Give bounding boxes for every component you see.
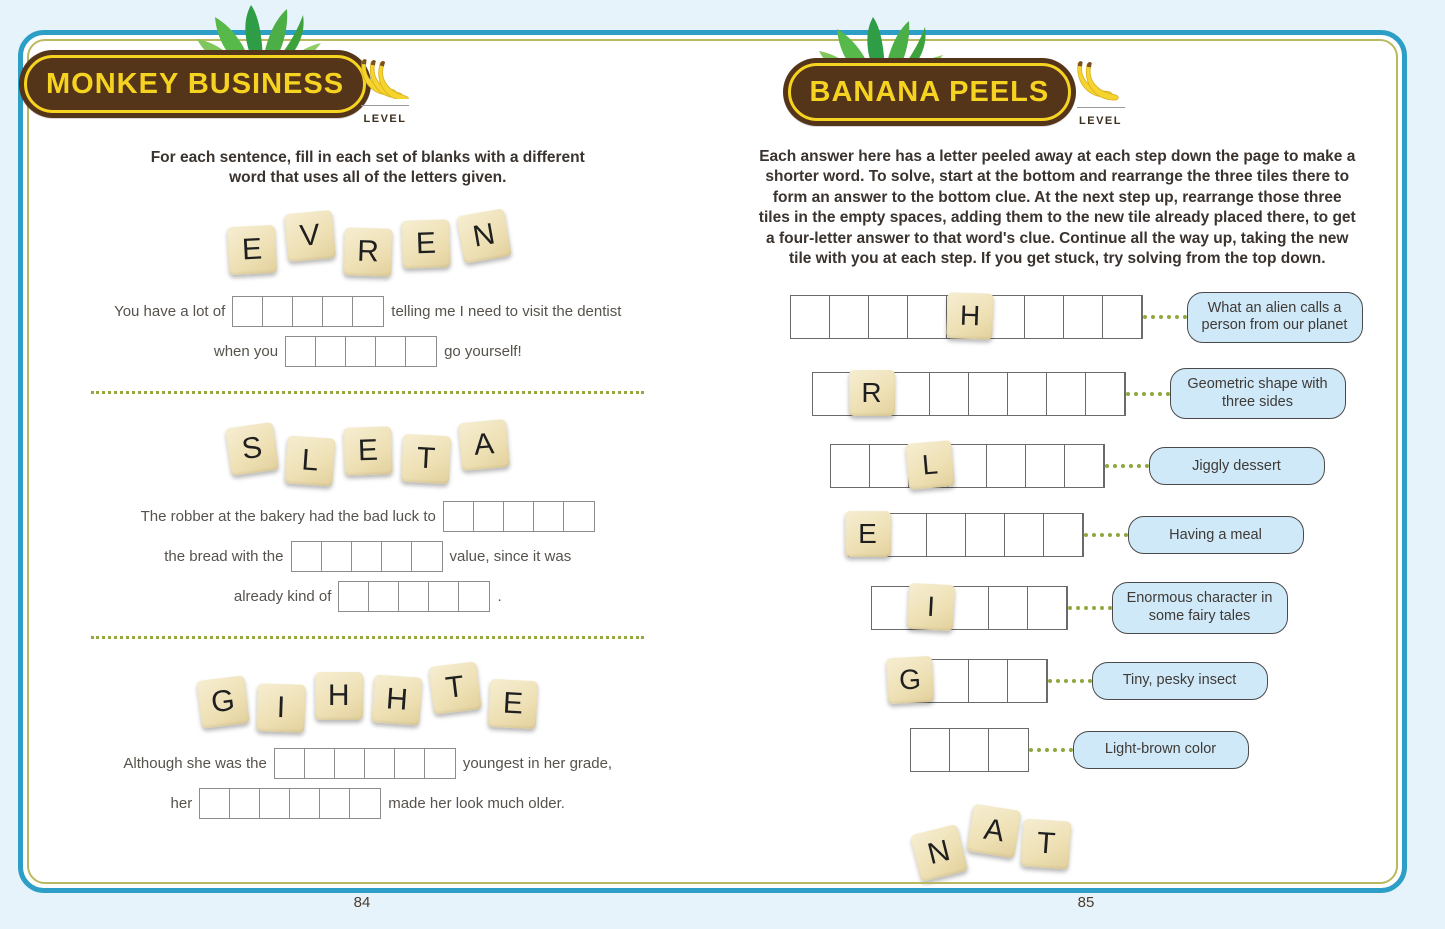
dotted-connector bbox=[1084, 533, 1128, 537]
blank-cell[interactable] bbox=[989, 587, 1028, 629]
sentence-text: value, since it was bbox=[449, 547, 572, 565]
blank-cell[interactable] bbox=[791, 296, 830, 338]
ladder-row bbox=[830, 444, 1325, 488]
blank-cell[interactable] bbox=[504, 502, 534, 531]
letter-tile[interactable]: T bbox=[401, 434, 451, 484]
blank-cell[interactable] bbox=[1044, 514, 1083, 556]
sentence-line bbox=[23, 541, 713, 572]
ladder-cells bbox=[830, 444, 1105, 488]
blank-cell[interactable] bbox=[350, 789, 380, 818]
blank-cell[interactable] bbox=[1047, 373, 1086, 415]
answer-blanks bbox=[285, 336, 437, 367]
page-monkey-business bbox=[23, 35, 713, 888]
blank-cell[interactable] bbox=[950, 729, 989, 771]
blank-cell[interactable] bbox=[459, 582, 489, 611]
blank-cell[interactable] bbox=[286, 337, 316, 366]
page-title: BANANA PEELS bbox=[809, 75, 1050, 108]
blank-cell[interactable] bbox=[200, 789, 230, 818]
clue-bubble: Geometric shape with three sides bbox=[1170, 368, 1346, 419]
blank-cell[interactable] bbox=[969, 660, 1008, 702]
letter-tile[interactable]: T bbox=[428, 661, 481, 714]
blank-cell[interactable] bbox=[534, 502, 564, 531]
dotted-divider bbox=[91, 636, 644, 639]
dotted-connector bbox=[1143, 315, 1187, 319]
blank-cell[interactable] bbox=[305, 749, 335, 778]
answer-blanks bbox=[291, 541, 443, 572]
blank-cell[interactable] bbox=[290, 789, 320, 818]
blank-cell[interactable] bbox=[1005, 514, 1044, 556]
letter-tile[interactable]: H bbox=[371, 674, 422, 725]
blank-cell[interactable] bbox=[275, 749, 305, 778]
blank-cell[interactable] bbox=[353, 297, 383, 326]
blank-cell[interactable] bbox=[320, 789, 350, 818]
ladder-cells bbox=[790, 295, 1143, 339]
letter-tile[interactable]: L bbox=[905, 441, 955, 491]
ladder-cells bbox=[812, 372, 1126, 416]
sentence-text: her bbox=[170, 794, 193, 812]
blank-cell[interactable] bbox=[369, 582, 399, 611]
blank-cell[interactable] bbox=[950, 587, 989, 629]
blank-cell[interactable] bbox=[412, 542, 442, 571]
blank-cell[interactable] bbox=[830, 296, 869, 338]
sentence-text: telling me I need to visit the dentist bbox=[391, 302, 622, 320]
ladder-row bbox=[910, 728, 1249, 772]
blank-cell[interactable] bbox=[891, 373, 930, 415]
ladder-row bbox=[790, 292, 1363, 343]
dotted-connector bbox=[1105, 464, 1149, 468]
blank-cell[interactable] bbox=[365, 749, 395, 778]
letter-tile[interactable]: T bbox=[1020, 818, 1071, 869]
dotted-connector bbox=[1029, 748, 1073, 752]
ladder-cells bbox=[871, 586, 1068, 630]
blank-cell[interactable] bbox=[1008, 373, 1047, 415]
blank-cell[interactable] bbox=[1025, 296, 1064, 338]
page-number: 85 bbox=[1077, 894, 1095, 911]
blank-cell[interactable] bbox=[399, 582, 429, 611]
sentence-text: youngest in her grade, bbox=[462, 754, 613, 772]
clue-bubble: Jiggly dessert bbox=[1149, 447, 1325, 485]
sentence-line bbox=[23, 581, 713, 612]
spread-border bbox=[18, 30, 1407, 893]
sentence-line bbox=[23, 501, 713, 532]
blank-cell[interactable] bbox=[908, 296, 947, 338]
dotted-connector bbox=[1068, 606, 1112, 610]
ladder-row bbox=[812, 368, 1346, 419]
dotted-connector bbox=[1048, 679, 1092, 683]
sentence-text: The robber at the bakery had the bad luck to bbox=[140, 507, 436, 525]
blank-cell[interactable] bbox=[1103, 296, 1142, 338]
sentence-line bbox=[23, 788, 713, 819]
sentence-text: . bbox=[497, 587, 502, 605]
clue-bubble: What an alien calls a person from our planet bbox=[1187, 292, 1363, 343]
blank-cell[interactable] bbox=[352, 542, 382, 571]
blank-cell[interactable] bbox=[346, 337, 376, 366]
page-banana-peels bbox=[713, 35, 1403, 888]
clue-bubble: Having a meal bbox=[1128, 516, 1304, 554]
letter-tile[interactable]: G bbox=[885, 656, 933, 704]
answer-blanks bbox=[443, 501, 595, 532]
letter-tile[interactable]: R bbox=[343, 227, 393, 277]
answer-blanks bbox=[232, 296, 384, 327]
sentence-text: You have a lot of bbox=[114, 302, 226, 320]
level-bananas-icon bbox=[359, 57, 411, 104]
level-label: LEVEL bbox=[1079, 115, 1122, 127]
level-rule bbox=[361, 105, 409, 106]
tiles-row bbox=[23, 663, 713, 729]
blank-cell[interactable] bbox=[339, 582, 369, 611]
blank-cell[interactable] bbox=[444, 502, 474, 531]
letter-tile[interactable]: I bbox=[906, 583, 954, 631]
blank-cell[interactable] bbox=[966, 514, 1005, 556]
letter-tile[interactable]: S bbox=[225, 422, 279, 476]
letter-tile[interactable]: H bbox=[946, 293, 994, 341]
letter-tile[interactable]: E bbox=[845, 511, 891, 557]
letter-tile[interactable]: E bbox=[227, 225, 277, 275]
instructions-text: For each sentence, fill in each set of blanks with a different word that uses all of the letters given. bbox=[150, 149, 585, 187]
clue-bubble: Enormous character in some fairy tales bbox=[1112, 582, 1288, 633]
letter-tile[interactable]: E bbox=[488, 679, 538, 729]
blank-cell[interactable] bbox=[293, 297, 323, 326]
sentence-line bbox=[23, 336, 713, 367]
blank-cell[interactable] bbox=[1064, 296, 1103, 338]
blank-cell[interactable] bbox=[382, 542, 412, 571]
sentence-text: Although she was the bbox=[123, 754, 267, 772]
puzzle-list bbox=[23, 189, 713, 828]
letter-tile[interactable]: E bbox=[401, 219, 451, 269]
ladder-cells bbox=[848, 513, 1084, 557]
letter-tile[interactable]: A bbox=[966, 803, 1021, 858]
letter-tile[interactable]: N bbox=[909, 824, 967, 882]
blank-cell[interactable] bbox=[888, 514, 927, 556]
blank-cell[interactable] bbox=[425, 749, 455, 778]
clue-bubble: Light-brown color bbox=[1073, 731, 1249, 769]
blank-cell[interactable] bbox=[1086, 373, 1125, 415]
dotted-connector bbox=[1126, 392, 1170, 396]
letter-tile[interactable]: R bbox=[849, 370, 895, 416]
blank-cell[interactable] bbox=[872, 587, 911, 629]
ladder-row bbox=[871, 582, 1288, 633]
blank-cell[interactable] bbox=[263, 297, 293, 326]
answer-blanks bbox=[338, 581, 490, 612]
blank-cell[interactable] bbox=[395, 749, 425, 778]
word-ladder bbox=[713, 292, 1403, 797]
ladder-row bbox=[890, 659, 1268, 703]
dotted-divider bbox=[91, 391, 644, 394]
blank-cell[interactable] bbox=[1026, 445, 1065, 487]
level-bananas-icon bbox=[1075, 59, 1127, 106]
answer-blanks bbox=[199, 788, 381, 819]
blank-cell[interactable] bbox=[989, 729, 1028, 771]
letter-tile[interactable]: I bbox=[256, 683, 306, 733]
sentence-line bbox=[23, 748, 713, 779]
blank-cell[interactable] bbox=[316, 337, 346, 366]
blank-cell[interactable] bbox=[927, 514, 966, 556]
loose-tiles-area bbox=[713, 805, 1403, 888]
blank-cell[interactable] bbox=[1008, 660, 1047, 702]
blank-cell[interactable] bbox=[911, 729, 950, 771]
letter-tile[interactable]: A bbox=[458, 419, 510, 471]
blank-cell[interactable] bbox=[1028, 587, 1067, 629]
blank-cell[interactable] bbox=[1065, 445, 1104, 487]
level-indicator bbox=[359, 57, 411, 127]
page-number: 84 bbox=[353, 894, 371, 911]
sentence-text: go yourself! bbox=[444, 342, 522, 360]
blank-cell[interactable] bbox=[429, 582, 459, 611]
page-title-badge bbox=[783, 58, 1077, 126]
blank-cell[interactable] bbox=[870, 445, 909, 487]
blank-cell[interactable] bbox=[813, 373, 852, 415]
sentence-text: already kind of bbox=[233, 587, 332, 605]
sentence-text: when you bbox=[213, 342, 279, 360]
blank-cell[interactable] bbox=[869, 296, 908, 338]
blank-cell[interactable] bbox=[987, 445, 1026, 487]
instructions-text: Each answer here has a letter peeled away at each step down the page to make a shorter word. To solve, start at the bottom and rearrange the three tiles there to form an answer to the bottom clue. At the next step up, rearrange those three tiles in the empty spaces, adding them to the new tile already placed there, to get a four-letter answer to that word's clue. Continue all the way up, taking the new tile with you at each step. If you get stuck, try solving from the top down. bbox=[758, 148, 1356, 268]
page-title: MONKEY BUSINESS bbox=[46, 67, 345, 100]
blank-cell[interactable] bbox=[323, 297, 353, 326]
blank-cell[interactable] bbox=[233, 297, 263, 326]
level-indicator bbox=[1075, 59, 1127, 129]
letter-tile[interactable]: N bbox=[456, 208, 512, 264]
tiles-row bbox=[23, 209, 713, 275]
letter-tile[interactable]: E bbox=[343, 426, 393, 476]
blank-cell[interactable] bbox=[230, 789, 260, 818]
blank-cell[interactable] bbox=[930, 660, 969, 702]
level-label: LEVEL bbox=[363, 113, 407, 125]
letter-tile[interactable]: H bbox=[315, 672, 363, 720]
level-rule bbox=[1077, 107, 1125, 108]
blank-cell[interactable] bbox=[292, 542, 322, 571]
ladder-row bbox=[848, 513, 1304, 557]
blank-cell[interactable] bbox=[322, 542, 352, 571]
page-title-badge bbox=[19, 50, 371, 118]
clue-bubble: Tiny, pesky insect bbox=[1092, 662, 1268, 700]
blank-cell[interactable] bbox=[564, 502, 594, 531]
blank-cell[interactable] bbox=[260, 789, 290, 818]
letter-tile[interactable]: L bbox=[284, 435, 335, 486]
blank-cell[interactable] bbox=[335, 749, 365, 778]
sentence-text: made her look much older. bbox=[388, 794, 565, 812]
blank-cell[interactable] bbox=[406, 337, 436, 366]
sentence-text: the bread with the bbox=[164, 547, 284, 565]
blank-cell[interactable] bbox=[831, 445, 870, 487]
ladder-cells bbox=[890, 659, 1048, 703]
letter-tile[interactable]: G bbox=[196, 675, 249, 728]
ladder-cells bbox=[910, 728, 1029, 772]
tiles-row bbox=[23, 416, 713, 482]
blank-cell[interactable] bbox=[969, 373, 1008, 415]
blank-cell[interactable] bbox=[930, 373, 969, 415]
sentence-line bbox=[23, 296, 713, 327]
blank-cell[interactable] bbox=[376, 337, 406, 366]
letter-tile[interactable]: V bbox=[284, 210, 336, 262]
blank-cell[interactable] bbox=[474, 502, 504, 531]
answer-blanks bbox=[274, 748, 456, 779]
